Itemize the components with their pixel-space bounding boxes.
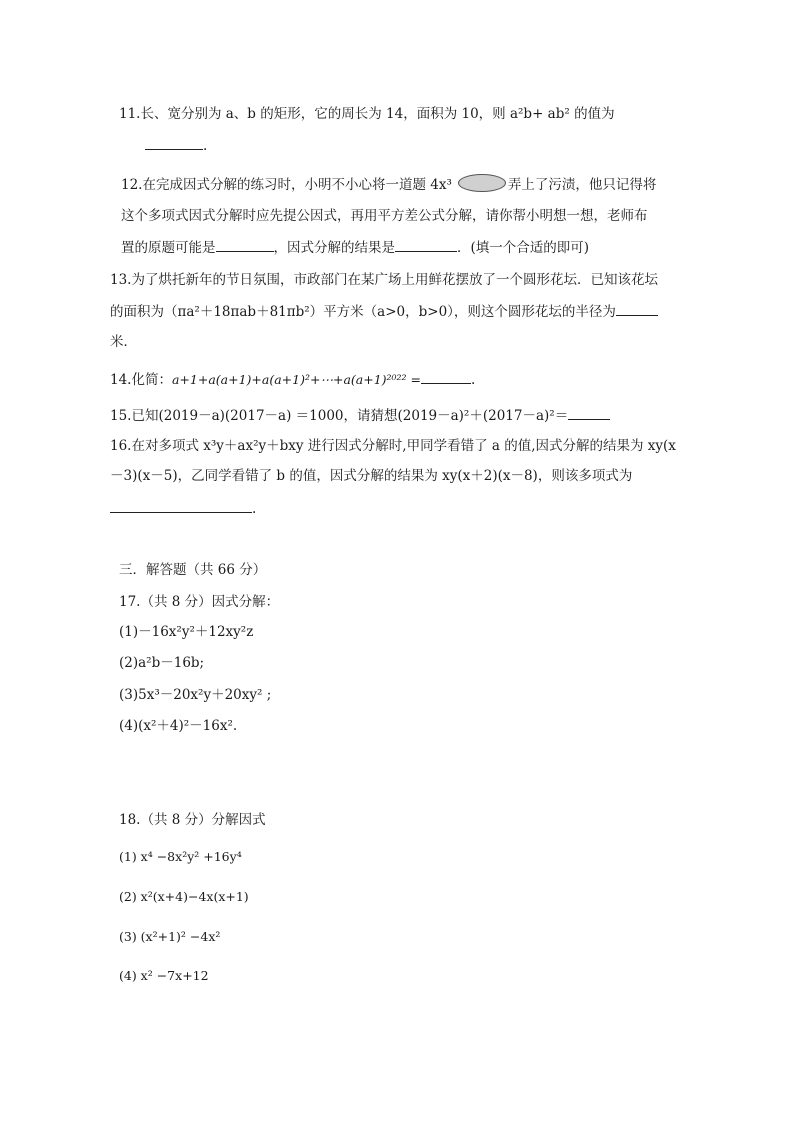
q12-line3: 置的原题可能是 ，因式分解的结果是 ．(填一个合适的即可) [121, 237, 589, 258]
section3-title: 三．解答题（共 66 分） [119, 562, 267, 578]
q18-item-3: (3) (x²+1)² −4x² [119, 929, 221, 944]
q11-line1: 11.长、宽分别为 a、b 的矩形，它的周长为 14，面积为 10，则 a²b+ ab² 的值为 [119, 106, 615, 122]
q18-item-1: (1) x⁴ −8x²y² +16y⁴ [119, 849, 242, 864]
q18-item-2: (2) x²(x+4)−4x(x+1) [119, 889, 249, 904]
q17-item-2: (2)a²b－16b; [119, 655, 205, 671]
ink-stain-icon [458, 174, 506, 192]
q16-line2: －3)(x－5)，乙同学看错了 b 的值，因式分解的结果为 xy(x＋2)(x－8)，则该多项式为 [110, 468, 633, 484]
answer-blank[interactable] [145, 135, 203, 150]
answer-blank[interactable] [110, 498, 252, 513]
q14-line: 14.化简：a+1+a(a+1)+a(a+1)²+⋯+a(a+1)²⁰²² = . [110, 369, 475, 390]
q13-line3: 米． [110, 334, 137, 350]
q17-title: 17.（共 8 分）因式分解： [119, 594, 280, 610]
q18-item-4: (4) x² −7x+12 [119, 968, 209, 983]
answer-blank[interactable] [216, 237, 274, 252]
q17-item-1: (1)－16x²y²＋12xy²z [119, 624, 254, 640]
q11-line2: . [145, 135, 207, 156]
q15-line: 15.已知(2019－a)(2017－a) ＝1000，请猜想(2019－a)²＋(2017－a)²＝ [110, 405, 610, 426]
q12-line1: 12.在完成因式分解的练习时，小明不小心将一道题 4x³ 弄上了污渍，他只记得将 [121, 174, 656, 195]
q17-item-3: (3)5x³－20x²y＋20xy² ; [119, 687, 272, 703]
answer-blank[interactable] [421, 369, 471, 384]
q12-line2: 这个多项式因式分解时应先提公因式，再用平方差公式分解，请你帮小明想一想，老师布 [121, 208, 648, 224]
q13-line2: 的面积为（πa²＋18πab＋81πb²）平方米（a>0，b>0），则这个圆形花坛的半径为 [110, 301, 658, 322]
answer-blank[interactable] [395, 237, 457, 252]
answer-blank[interactable] [616, 301, 658, 316]
answer-blank[interactable] [568, 405, 610, 420]
q18-title: 18.（共 8 分）分解因式 [119, 812, 266, 828]
q16-line1: 16.在对多项式 x³y＋ax²y＋bxy 进行因式分解时,甲同学看错了 a 的值,因式分解的结果为 xy(x [110, 438, 676, 454]
q16-line3: . [110, 498, 256, 519]
q17-item-4: (4)(x²＋4)²－16x². [119, 718, 238, 734]
q13-line1: 13.为了烘托新年的节日氛围，市政部门在某广场上用鲜花摆放了一个圆形花坛．已知该花坛 [110, 272, 658, 288]
